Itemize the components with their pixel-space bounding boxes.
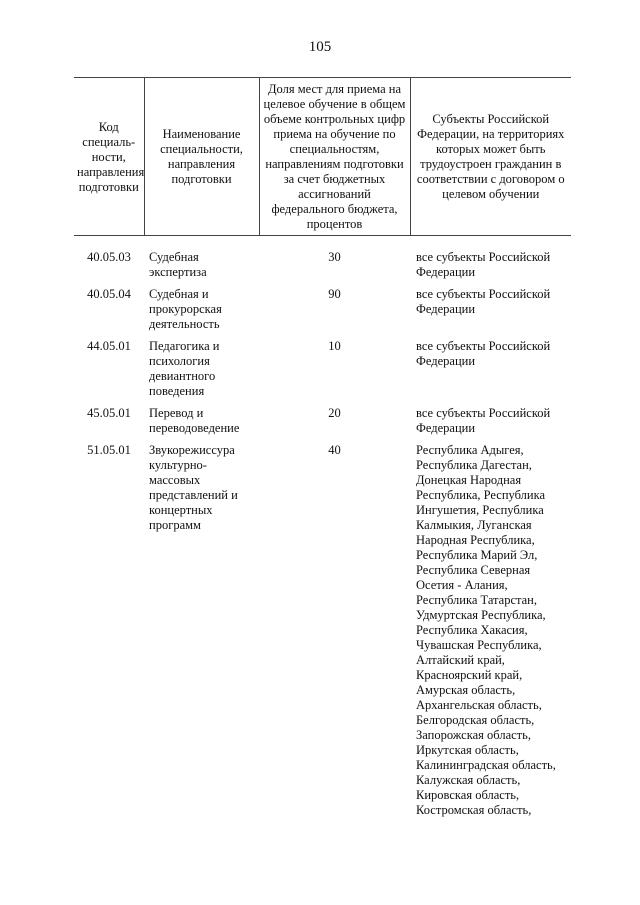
row-name: Педагогика и психология девиантного поведения [149,339,220,398]
row-name: Судебная экспертиза [149,250,207,279]
table-row [74,406,571,443]
row-name: Судебная и прокурорская деятельность [149,287,222,331]
row-share: 10 [328,339,341,353]
row-code: 44.05.01 [87,339,131,353]
row-code: 40.05.03 [87,250,131,264]
table-row [74,443,571,825]
specialties-table [74,77,571,825]
row-name: Перевод и переводоведение [149,406,240,435]
header-share: Доля мест для приема на целевое обучение в общем объеме контрольных цифр приема на обучение по специальностям, направлениям подготовки за счет бюджетных ассигнований федерального бюджета, процентов [259,78,410,236]
header-row [74,78,571,236]
row-share: 30 [328,250,341,264]
row-regions: Республика Адыгея, Республика Дагестан, Донецкая Народная Республика, Республика Ингушетия, Республика Калмыкия, Луганская Народная Республика, Республика Марий Эл, Республика Северная Осетия - Алания, Республика Татарстан, Удмуртская Республика, Республика Хакасия, Чувашская Республика, Алтайский край, Красноярский край, Амурская область, Архангельская область, Белгородская область, Запорожская область, Иркутская область, Калининградская область, Калужская область, Кировская область, Костромская область, [416,443,556,817]
header-name: Наименование специальности, направления подготовки [144,78,259,236]
row-name: Звукорежиссура культурно-массовых представлений и концертных программ [149,443,238,532]
row-share: 20 [328,406,341,420]
header-regions: Субъекты Российской Федерации, на территориях которых может быть трудоустроен гражданин в соответствии с договором о целевом обучении [410,78,571,236]
row-code: 51.05.01 [87,443,131,457]
row-regions: все субъекты Российской Федерации [416,339,551,368]
table-row [74,339,571,406]
row-code: 45.05.01 [87,406,131,420]
row-code: 40.05.04 [87,287,131,301]
row-share: 40 [328,443,341,457]
header-code: Код специаль-ности, направления подготовки [74,78,144,236]
table-row [74,287,571,339]
row-share: 90 [328,287,341,301]
row-regions: все субъекты Российской Федерации [416,250,551,279]
page-number: 105 [308,39,332,55]
row-regions: все субъекты Российской Федерации [416,406,551,435]
row-regions: все субъекты Российской Федерации [416,287,551,316]
table-row [74,236,571,288]
